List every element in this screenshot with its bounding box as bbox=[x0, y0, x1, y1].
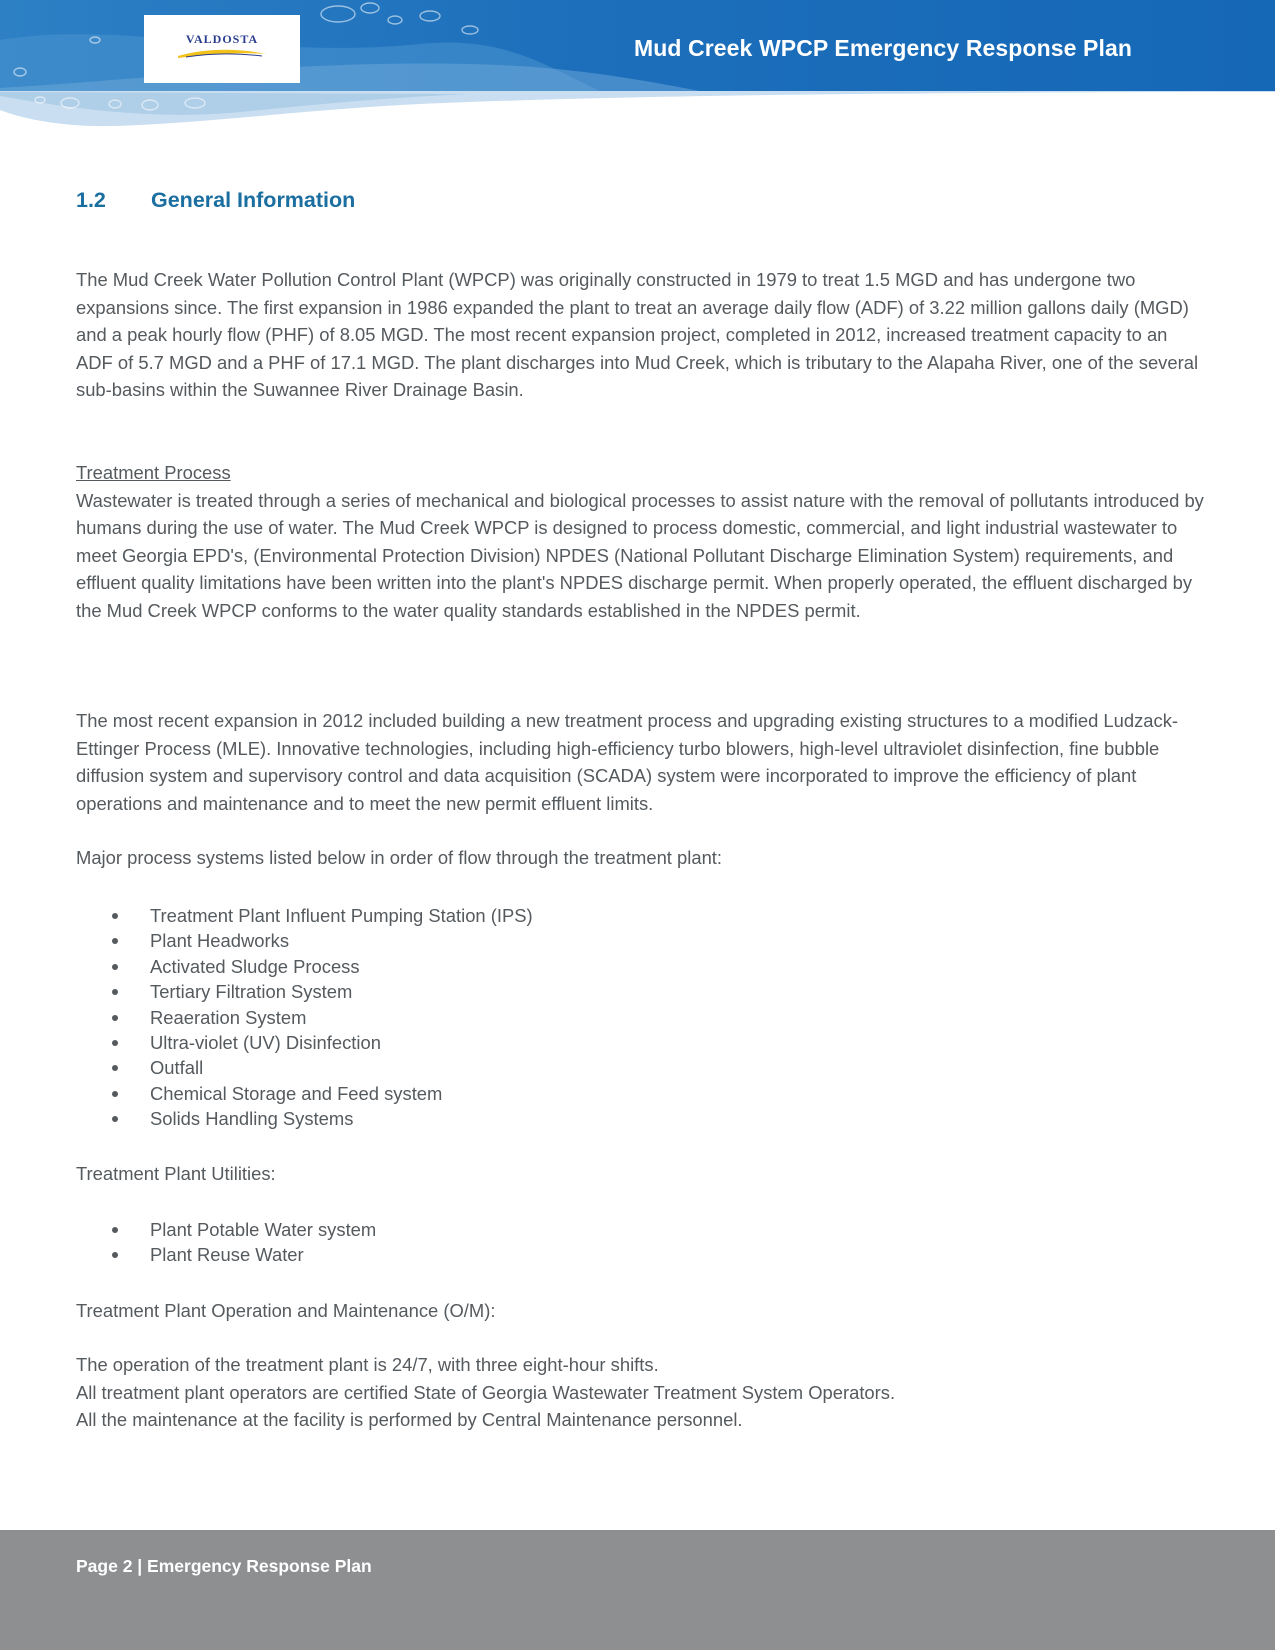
list-item: Plant Potable Water system bbox=[76, 1217, 376, 1242]
treatment-process-heading: Treatment Process bbox=[76, 462, 231, 483]
major-systems-intro: Major process systems listed below in order of flow through the treatment plant: bbox=[76, 847, 723, 868]
expansion-paragraph: The most recent expansion in 2012 included building a new treatment process and upgrading existing structures to a modified Ludzack-Ettinger Process (MLE). Innovative technologies, including high-efficiency turbo blowers, high-level ultraviolet disinfection, fine bubble diffusion system and supervisory control and data acquisition (SCADA) system were incorporated to improve the efficiency of plant operations and maintenance and to meet the new permit effluent limits. bbox=[76, 710, 1179, 814]
om-line: All treatment plant operators are certified State of Georgia Wastewater Treatment System Operators. bbox=[76, 1381, 896, 1403]
process-systems-list bbox=[76, 903, 533, 1132]
list-item: Tertiary Filtration System bbox=[76, 979, 533, 1004]
om-details bbox=[76, 1351, 1206, 1434]
list-item: Plant Headworks bbox=[76, 928, 533, 953]
footer-page-label: Page 2 | Emergency Response Plan bbox=[76, 1556, 372, 1576]
list-item: Plant Reuse Water bbox=[76, 1242, 376, 1267]
bullet-icon bbox=[112, 1040, 118, 1046]
bullet-icon bbox=[112, 1065, 118, 1071]
list-item: Reaeration System bbox=[76, 1005, 533, 1030]
logo-wordmark: VALDOSTA bbox=[185, 32, 259, 46]
section-title: General Information bbox=[151, 188, 356, 212]
bullet-icon bbox=[112, 1015, 118, 1021]
om-intro: Treatment Plant Operation and Maintenance (O/M): bbox=[76, 1300, 496, 1321]
section-heading bbox=[76, 188, 355, 213]
city-logo bbox=[144, 15, 300, 83]
logo-swoosh-icon bbox=[176, 48, 268, 60]
page-header bbox=[0, 0, 1275, 130]
section-number: 1.2 bbox=[76, 188, 106, 212]
treatment-process-paragraph: Wastewater is treated through a series of mechanical and biological processes to assist nature with the removal of pollutants introduced by humans during the use of water. The Mud Creek WPCP is designed to process domestic, commercial, and light industrial wastewater to meet Georgia EPD's, (Environmental Protection Division) NPDES (National Pollutant Discharge Elimination System) requirements, and effluent quality limitations have been written into the plant's NPDES discharge permit. When properly operated, the effluent discharged by the Mud Creek WPCP conforms to the water quality standards established in the NPDES permit. bbox=[76, 489, 1204, 621]
page-footer bbox=[0, 1530, 1275, 1650]
utilities-intro: Treatment Plant Utilities: bbox=[76, 1163, 276, 1184]
bullet-icon bbox=[112, 913, 118, 919]
list-item: Outfall bbox=[76, 1055, 533, 1080]
om-line: The operation of the treatment plant is 24/7, with three eight-hour shifts. bbox=[76, 1354, 659, 1375]
list-item: Chemical Storage and Feed system bbox=[76, 1081, 533, 1106]
treatment-process-block bbox=[76, 459, 1206, 624]
bullet-icon bbox=[112, 964, 118, 970]
list-item: Activated Sludge Process bbox=[76, 954, 533, 979]
bullet-icon bbox=[112, 1252, 118, 1258]
intro-paragraph: The Mud Creek Water Pollution Control Plant (WPCP) was originally constructed in 1979 to treat 1.5 MGD and has undergone two expansions since. The first expansion in 1986 expanded the plant to treat an average daily flow (ADF) of 3.22 million gallons daily (MGD) and a peak hourly flow (PHF) of 8.05 MGD. The most recent expansion project, completed in 2012, increased treatment capacity to an ADF of 5.7 MGD and a PHF of 17.1 MGD. The plant discharges into Mud Creek, which is tributary to the Alapaha River, one of the several sub-basins within the Suwannee River Drainage Basin. bbox=[76, 269, 1199, 400]
bullet-icon bbox=[112, 989, 118, 995]
bullet-icon bbox=[112, 1091, 118, 1097]
om-line: All the maintenance at the facility is performed by Central Maintenance personnel. bbox=[76, 1409, 743, 1430]
bullet-icon bbox=[112, 1227, 118, 1233]
bullet-icon bbox=[112, 1116, 118, 1122]
list-item: Solids Handling Systems bbox=[76, 1106, 533, 1131]
document-title: Mud Creek WPCP Emergency Response Plan bbox=[633, 35, 1132, 61]
list-item: Treatment Plant Influent Pumping Station (IPS) bbox=[76, 903, 533, 928]
utilities-list bbox=[76, 1217, 376, 1268]
bullet-icon bbox=[112, 938, 118, 944]
list-item: Ultra-violet (UV) Disinfection bbox=[76, 1030, 533, 1055]
